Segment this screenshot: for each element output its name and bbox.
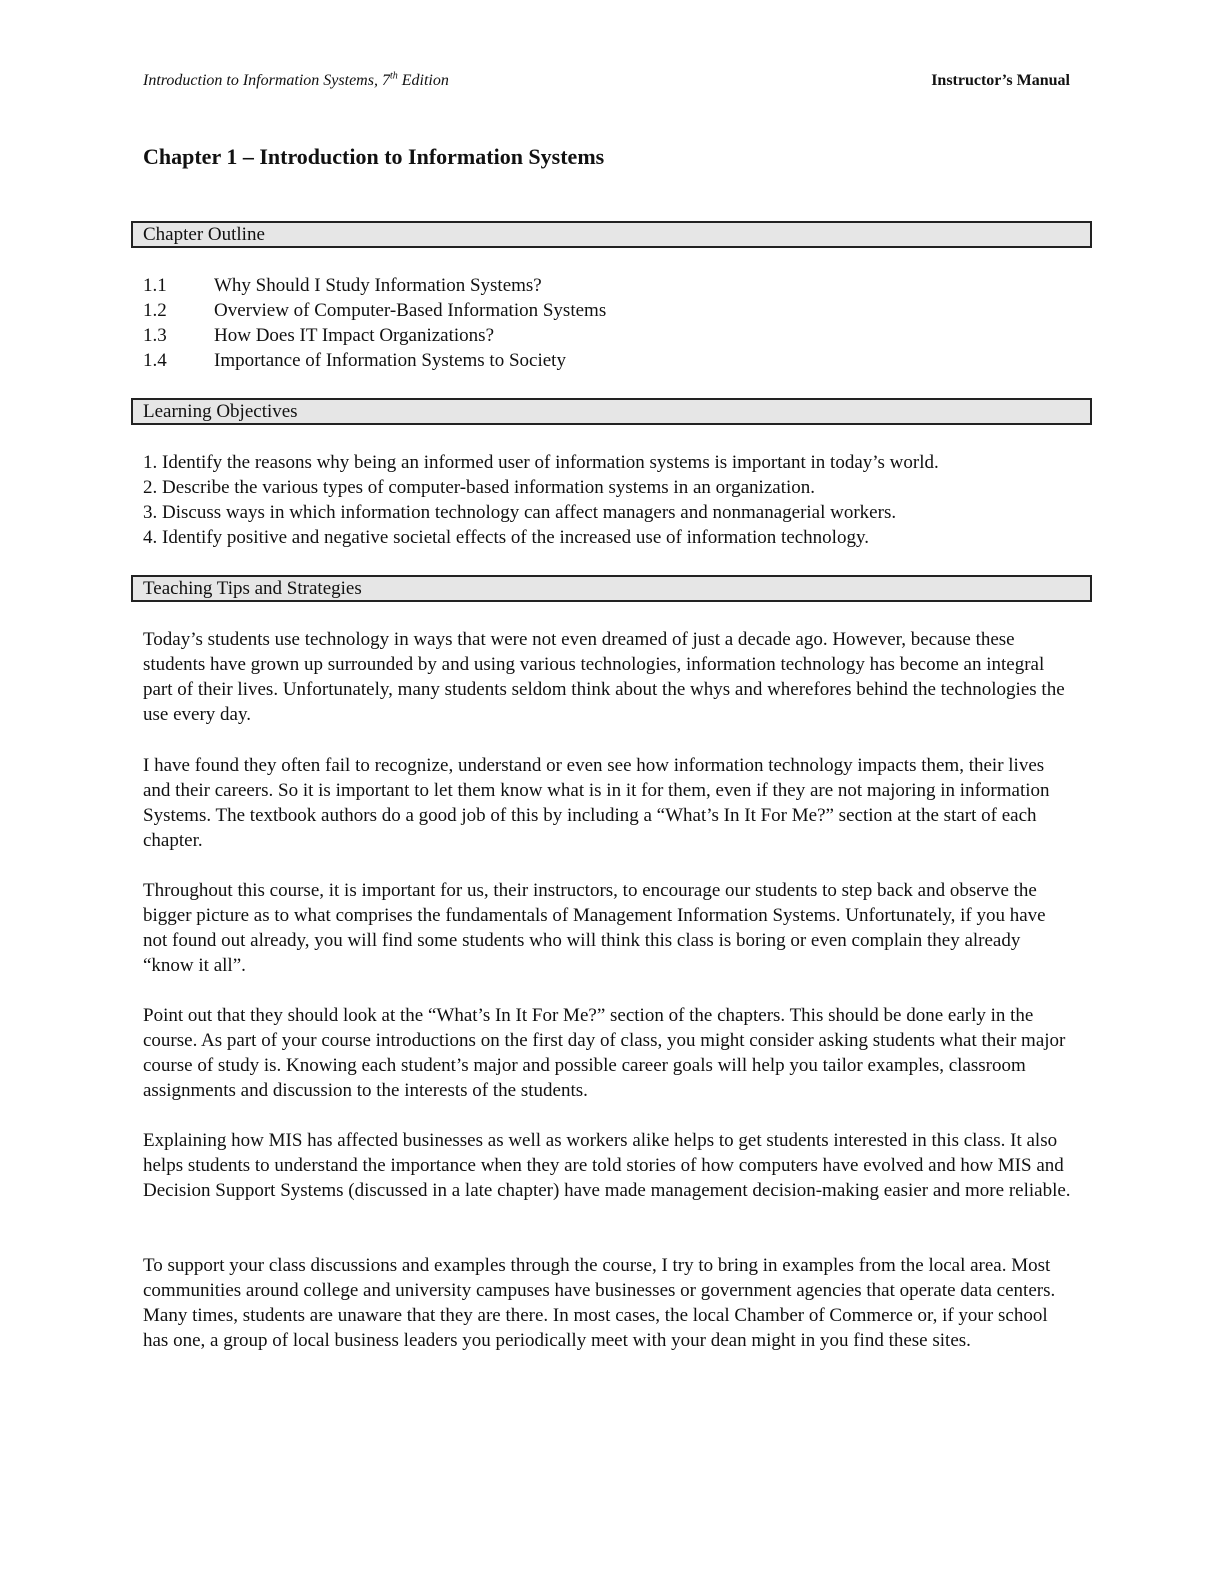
outline-item <box>143 273 606 298</box>
outline-title: Overview of Computer-Based Information Systems <box>214 300 607 321</box>
section-header-chapter-outline: Chapter Outline <box>131 221 1092 248</box>
running-header <box>143 72 1070 94</box>
outline-item <box>143 348 606 373</box>
paragraph: Explaining how MIS has affected businesses as well as workers alike helps to get students interested in this class. It also helps students to understand the importance when they are told stories of how computers have evolved and how MIS and Decision Support Systems (discussed in a late chapter) have made management decision-making easier and more reliable. <box>143 1130 1071 1201</box>
learning-objectives-list <box>143 450 939 550</box>
section-header-learning-objectives: Learning Objectives <box>131 398 1092 425</box>
outline-title: Why Should I Study Information Systems? <box>214 275 542 296</box>
outline-number: 1.2 <box>143 300 167 321</box>
objective-item: 1. Identify the reasons why being an informed user of information systems is important in today’s world. <box>143 452 939 473</box>
section-header-teaching-tips: Teaching Tips and Strategies <box>131 575 1092 602</box>
objective-item: 4. Identify positive and negative societal effects of the increased use of information technology. <box>143 527 869 548</box>
objective-item: 2. Describe the various types of computer-based information systems in an organization. <box>143 477 816 498</box>
paragraph: Today’s students use technology in ways that were not even dreamed of just a decade ago. However, because these students have grown up surrounded by and using various technologies, information technology has become an integral part of their lives. Unfortunately, many students seldom think about the whys and wherefores behind the technologies the use every day. <box>143 629 1065 725</box>
outline-number: 1.4 <box>143 350 167 371</box>
outline-item <box>143 323 606 348</box>
outline-title: How Does IT Impact Organizations? <box>214 325 494 346</box>
outline-item <box>143 298 606 323</box>
outline-title: Importance of Information Systems to Society <box>214 350 566 371</box>
objective-item: 3. Discuss ways in which information technology can affect managers and nonmanagerial workers. <box>143 502 897 523</box>
paragraph: Throughout this course, it is important for us, their instructors, to encourage our students to step back and observe the bigger picture as to what comprises the fundamentals of Management Information Systems. Unfortunately, if you have not found out already, you will find some students who will think this class is boring or even complain they already “know it all”. <box>143 880 1046 976</box>
manual-label: Instructor’s Manual <box>931 72 1070 89</box>
outline-number: 1.1 <box>143 275 167 296</box>
chapter-title: Chapter 1 – Introduction to Information Systems <box>143 144 605 169</box>
paragraph: To support your class discussions and examples through the course, I try to bring in examples from the local area. Most communities around college and university campuses have businesses or government agencies that operate data centers. Many times, students are unaware that they are there. In most cases, the local Chamber of Commerce or, if your school has one, a group of local business leaders you periodically meet with your dean might in you find these sites. <box>143 1255 1056 1351</box>
paragraph: I have found they often fail to recognize, understand or even see how information technology impacts them, their lives and their careers. So it is important to let them know what is in it for them, even if they are not majoring in information Systems. The textbook authors do a good job of this by including a “What’s In It For Me?” section at the start of each chapter. <box>143 755 1050 851</box>
book-title: Introduction to Information Systems, 7th Edition <box>143 70 449 89</box>
paragraph: Point out that they should look at the “What’s In It For Me?” section of the chapters. This should be done early in the course. As part of your course introductions on the first day of class, you might consider asking students what their major course of study is. Knowing each student’s major and possible career goals will help you tailor examples, classroom assignments and discussion to the interests of the students. <box>143 1005 1066 1101</box>
chapter-outline-list <box>143 273 606 373</box>
outline-number: 1.3 <box>143 325 167 346</box>
